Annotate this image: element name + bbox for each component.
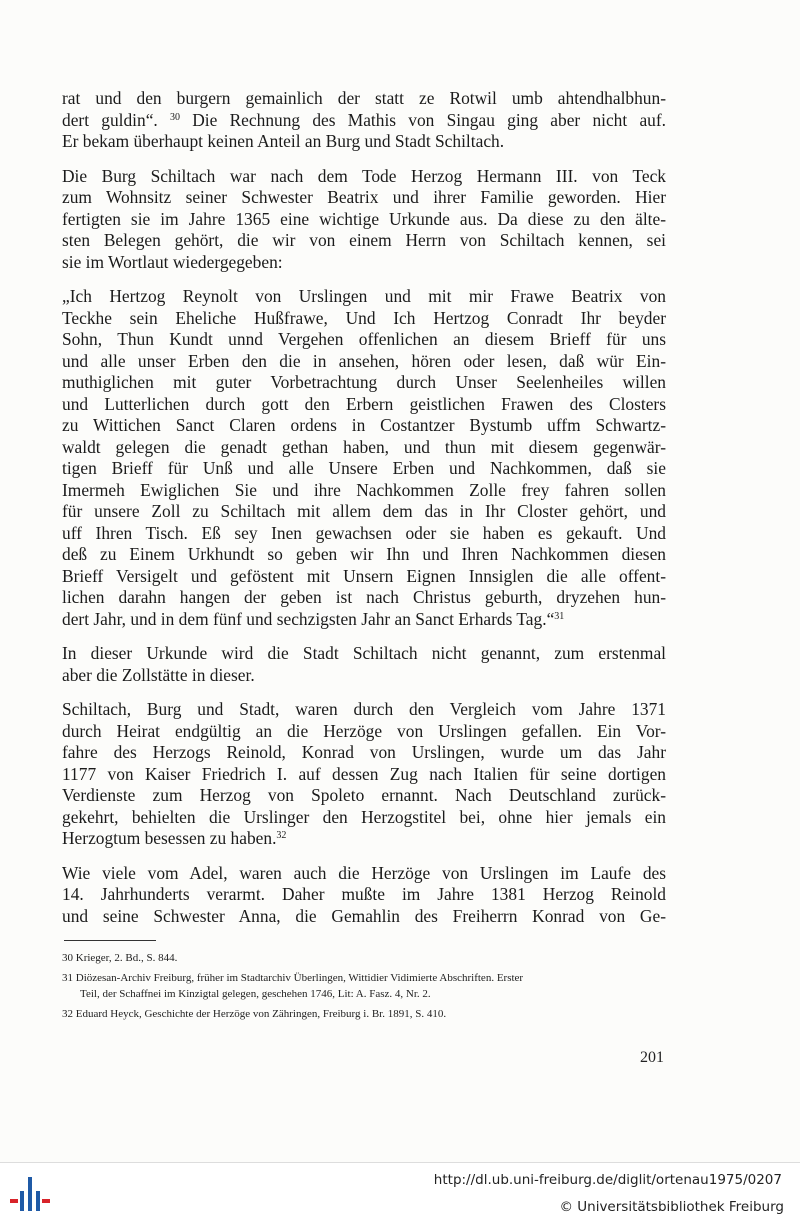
- footnote-marker: 32: [276, 830, 287, 841]
- text-line: Sohn, Thun Kundt unnd Vergehen offenlichen an diesem Brieff für uns: [62, 329, 666, 349]
- footnote-marker: 30: [170, 111, 181, 123]
- footnote-text-cont: Teil, der Schaffnei im Kinzigtal gelegen, geschehen 1746, Lit: A. Fasz. 4, Nr. 2.: [80, 988, 431, 1000]
- text-line: Teckhe sein Eheliche Hußfrawe, Und Ich Hertzog Conradt Ihr beyder: [62, 307, 666, 328]
- source-url[interactable]: http://dl.ub.uni-freiburg.de/diglit/ortenau1975/0207: [433, 1172, 782, 1188]
- text-line: und seine Schwester Anna, die Gemahlin des Freiherrn Konrad von Ge-: [62, 905, 666, 926]
- paragraph: [62, 863, 666, 928]
- ub-freiburg-logo-icon: [8, 1171, 52, 1215]
- text-line: deß zu Einem Urkhundt so geben wir Ihn und Ihren Nachkommen diesen: [62, 544, 666, 564]
- footnote-item: [62, 950, 670, 966]
- text-line: 1177 von Kaiser Friedrich I. auf dessen Zug nach Italien für seine dortigen: [62, 763, 666, 784]
- text-line: uff Ihren Tisch. Eß sey Inen gewachsen oder sie haben es gekauft. Und: [62, 522, 666, 543]
- footnote-number: 30: [62, 952, 73, 964]
- text-line: für unsere Zoll zu Schiltach mit allem dem das in Ihr Closter gehört, und: [62, 501, 666, 521]
- text-line: Schiltach, Burg und Stadt, waren durch den Vergleich vom Jahre 1371: [62, 699, 666, 719]
- footnote-text: Krieger, 2. Bd., S. 844.: [75, 952, 178, 964]
- paragraph: [62, 643, 666, 686]
- text-line: zum Wohnsitz seiner Schwester Beatrix und ihrer Familie geworden. Hier: [62, 187, 666, 207]
- text-line: fertigten sie im Jahre 1365 eine wichtige Urkunde aus. Da diese zu den älte-: [62, 208, 666, 229]
- text-line: fahre des Herzogs Reinold, Konrad von Urslingen, wurde um das Jahr: [62, 742, 666, 762]
- paragraph: [62, 88, 666, 153]
- paragraph: [62, 166, 666, 274]
- text-line: Verdienste zum Herzog von Spoleto ernannt. Nach Deutschland zurück-: [62, 785, 666, 805]
- text-line: aber die Zollstätte in dieser.: [62, 664, 255, 685]
- footnote-number: 32: [62, 1008, 73, 1020]
- text-line: sten Belegen gehört, die wir von einem Herrn von Schiltach kennen, sei: [62, 230, 666, 250]
- footnote-text: Eduard Heyck, Geschichte der Herzöge von Zähringen, Freiburg i. Br. 1891, S. 410.: [75, 1008, 447, 1020]
- text-line: durch Heirat endgültig an die Herzöge von Urslingen gefallen. Ein Vor-: [62, 720, 666, 741]
- paragraph: [62, 699, 666, 850]
- text-line: und Lutterlichen durch gott den Erbern geistlichen Frawen des Closters: [62, 393, 666, 414]
- text-line: Die Burg Schiltach war nach dem Tode Herzog Hermann III. von Teck: [62, 165, 666, 186]
- text-line: und alle unser Erben den die in ansehen, hören oder lesen, daß wür Ein-: [62, 350, 666, 371]
- footnotes: [62, 950, 670, 1026]
- text-line: „Ich Hertzog Reynolt von Urslingen und mit mir Frawe Beatrix von: [62, 286, 666, 306]
- body-text: [62, 88, 666, 940]
- copyright-credit: © Universitätsbibliothek Freiburg: [559, 1199, 784, 1215]
- paragraph: [62, 286, 666, 630]
- footer-bar: [0, 1162, 800, 1221]
- footnote-marker: 31: [554, 610, 565, 622]
- text-line: dert Jahr, und in dem fünf und sechzigsten Jahr an Sanct Erhards Tag.“$^{31}$: [62, 608, 565, 629]
- page-number: 201: [640, 1049, 664, 1066]
- text-line: Imermeh Ewiglichen Sie und ihre Nachkommen Zolle frey fahren sollen: [62, 479, 666, 500]
- text-line: Herzogtum besessen zu haben.$^{32}$: [62, 828, 287, 848]
- text-line: 14. Jahrhunderts verarmt. Daher mußte im Jahre 1381 Herzog Reinold: [62, 884, 666, 904]
- text-line: lichen darahn hangen der geben ist nach Christus geburth, dryzehen hun-: [62, 587, 666, 607]
- text-line: muthiglichen mit guter Vorbetrachtung durch Unser Seelenheiles willen: [62, 372, 666, 392]
- text-line: waldt gelegen die genadt gethan haben, und thun mit diesem gegenwär-: [62, 436, 666, 457]
- text-line: rat und den burgern gemainlich der statt ze Rotwil umb ahtendhalbhun-: [62, 88, 666, 108]
- text-line: zu Wittichen Sanct Claren ordens in Costantzer Bystumb uffm Schwartz-: [62, 415, 666, 435]
- footnote-text: Diözesan-Archiv Freiburg, früher im Stadtarchiv Überlingen, Wittidier Vidimierte Abschriften. Erster: [75, 972, 524, 984]
- text-line: Er bekam überhaupt keinen Anteil an Burg und Stadt Schiltach.: [62, 131, 505, 151]
- footnote-item: [62, 970, 670, 1002]
- text-line: dert guldin“. $^{30}$ Die Rechnung des Mathis von Singau ging aber nicht auf.: [62, 109, 666, 130]
- text-line: sie im Wortlaut wiedergegeben:: [62, 251, 283, 272]
- text-line: tigen Brieff für Unß und alle Unsere Erben und Nachkommen, daß sie: [62, 458, 666, 478]
- footnote-item: [62, 1006, 670, 1022]
- text-line: Wie viele vom Adel, waren auch die Herzöge von Urslingen im Laufe des: [62, 862, 666, 883]
- footnote-number: 31: [62, 972, 73, 984]
- text-line: Brieff Versigelt und geföstent mit Unsern Eignen Innsiglen die alle offent-: [62, 565, 666, 586]
- text-line: In dieser Urkunde wird die Stadt Schiltach nicht genannt, zum erstenmal: [62, 643, 666, 663]
- footnote-divider: [64, 940, 156, 941]
- text-line: gekehrt, behielten die Urslinger den Herzogstitel bei, ohne hier jemals ein: [62, 806, 666, 827]
